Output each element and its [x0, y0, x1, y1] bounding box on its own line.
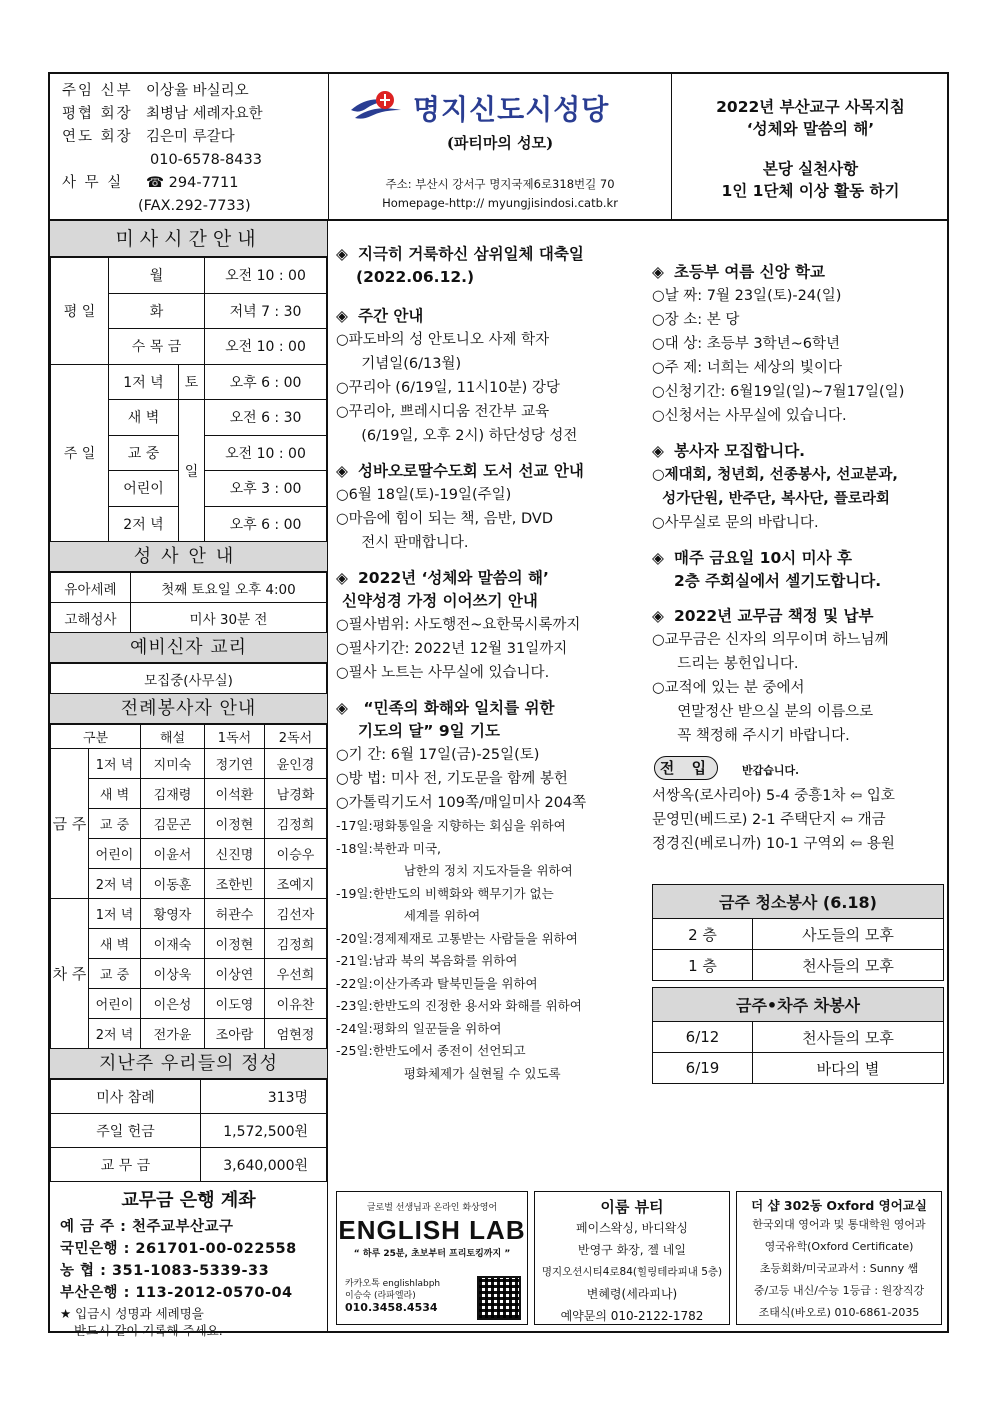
weekly-line: 기념일(6/13월)	[352, 356, 462, 372]
mass-schedule-table	[50, 257, 327, 542]
servers-header: 1독서	[205, 725, 265, 749]
book-line: ○6월 18일(토)-19일(주일)	[336, 487, 512, 503]
ad2-title: 이룸 뷰티	[600, 1198, 664, 1216]
servers-cell: 1저 녁	[89, 899, 141, 929]
tea-group: 바다의 별	[753, 1053, 944, 1084]
ad2-line: 예약문의 010-2122-1782	[560, 1309, 704, 1323]
cleaning-group: 천사들의 모후	[753, 950, 944, 981]
catechumen-title: 예비신자 교리	[50, 633, 327, 663]
header	[50, 74, 947, 221]
tea-title: 금주•차주 차봉사	[653, 988, 944, 1022]
bank-row: 농 협 : 351-1083-5339-33	[60, 1263, 270, 1279]
summer-school-title: 초등부 여름 신앙 학교	[674, 263, 825, 281]
beauty-ad	[534, 1191, 730, 1325]
cleaning-floor: 1 층	[653, 950, 753, 981]
bank-row: 예 금 주 : 천주교부산교구	[60, 1219, 234, 1235]
practice-title: 본당 실천사항	[762, 160, 859, 178]
ads-row	[330, 1187, 947, 1331]
diamond-bullet-icon: ◈	[336, 462, 348, 480]
mass-time: 저녁 7 : 30	[205, 293, 327, 329]
servers-cell: 허관수	[205, 899, 265, 929]
prayer-line: ○방 법: 미사 전, 기도문을 함께 봉헌	[336, 771, 568, 787]
summer-line: ○장 소: 본 당	[652, 312, 740, 328]
bible-line: ○필사기간: 2022년 12월 31일까지	[336, 641, 568, 657]
office-phone: ☎ 294-7711	[146, 175, 239, 191]
dues-line: 꼭 책정해 주시기 바랍니다.	[668, 728, 850, 744]
servers-cell: 이상연	[205, 959, 265, 989]
welcome-sub: 반갑습니다.	[742, 764, 799, 777]
ad1-phone: 010.3458.4534	[345, 1301, 438, 1314]
tea-date: 6/19	[653, 1053, 753, 1084]
cleaning-title: 금주 청소봉사 (6.18)	[653, 885, 944, 919]
mass-schedule-title: 미사시간안내	[50, 221, 327, 257]
servers-cell: 윤인경	[265, 749, 327, 779]
sunday-day-label: 일	[179, 400, 205, 542]
bank-note: 반드시 같이 기록해 주세요.	[74, 1323, 223, 1338]
book-line: 전시 판매합니다.	[352, 535, 469, 551]
bible-line: ○필사범위: 사도행전~요한묵시록까지	[336, 617, 581, 633]
ad1-kakao: 카카오톡 englishlabph	[345, 1279, 441, 1289]
dues-line: ○교무금은 신자의 의무이며 하느님께	[652, 632, 889, 648]
servers-cell: 전가윤	[141, 1019, 205, 1049]
dues-line: 드리는 봉헌입니다.	[668, 656, 799, 672]
servers-cell: 이석환	[205, 779, 265, 809]
servers-header: 해설	[141, 725, 205, 749]
mass-time: 오전 6 : 30	[205, 400, 327, 436]
servers-cell: 조한빈	[205, 869, 265, 899]
weekly-title: 주간 안내	[358, 307, 424, 325]
servers-cell: 이윤서	[141, 839, 205, 869]
offering-table	[50, 1079, 327, 1182]
offering-value: 3,640,000원	[201, 1148, 327, 1182]
ad2-line: 페이스왁싱, 바디왁싱	[576, 1221, 688, 1235]
prayer-day: -21일:남과 북의 복음화를 위하여	[336, 953, 518, 968]
servers-cell: 1저 녁	[89, 749, 141, 779]
servers-cell: 이유찬	[265, 989, 327, 1019]
feast-date: (2022.06.12.)	[356, 268, 475, 286]
offering-label: 교 무 금	[51, 1148, 201, 1182]
servers-cell: 김정희	[265, 929, 327, 959]
ad3-line: 조태식(바오로) 010-6861-2035	[758, 1306, 920, 1319]
servers-cell: 어린이	[89, 839, 141, 869]
welcome-line: 문영민(베드로) 2-1 주택단지 ⇦ 개금	[652, 812, 886, 828]
servers-cell: 신진명	[205, 839, 265, 869]
bible-line: ○필사 노트는 사무실에 있습니다.	[336, 665, 550, 681]
sacrament-table	[50, 572, 327, 633]
prayer-title: “민족의 화해와 일치를 위한	[358, 699, 555, 717]
church-logo-icon	[349, 88, 409, 128]
tea-table	[652, 987, 944, 1084]
sacrament-value: 첫째 토요일 오후 4:00	[131, 573, 327, 603]
prayer-day: 세계를 위하여	[376, 908, 481, 923]
bulletin-page	[48, 72, 949, 1338]
sacrament-label: 고해성사	[51, 603, 131, 633]
servers-cell: 교 중	[89, 959, 141, 989]
servers-table	[50, 724, 327, 1049]
welcome-banner	[652, 756, 947, 784]
servers-cell: 조아람	[205, 1019, 265, 1049]
staff-label: 주임 신부	[62, 83, 133, 99]
diamond-bullet-icon: ◈	[652, 263, 664, 281]
servers-cell: 정기연	[205, 749, 265, 779]
saturday-label: 토	[179, 364, 205, 400]
summer-line: ○신청기간: 6월19일(일)~7월17일(일)	[652, 384, 905, 400]
servers-cell: 김정희	[265, 809, 327, 839]
servers-cell: 김문곤	[141, 809, 205, 839]
servers-cell: 이도영	[205, 989, 265, 1019]
left-column	[50, 221, 328, 1338]
servers-header: 구분	[51, 725, 141, 749]
office-label: 사 무 실	[62, 175, 124, 191]
servers-cell: 지미숙	[141, 749, 205, 779]
ad3-line: 영국유학(Oxford Certificate)	[764, 1240, 914, 1253]
dues-line: 연말정산 받으실 분의 이름으로	[668, 704, 874, 720]
offering-label: 주일 헌금	[51, 1114, 201, 1148]
weekday-label: 평 일	[51, 258, 109, 365]
servers-cell: 우선희	[265, 959, 327, 989]
servers-cell: 김재령	[141, 779, 205, 809]
guideline-title: 2022년 부산교구 사목지침	[716, 98, 905, 116]
diamond-bullet-icon: ◈	[336, 569, 348, 587]
servers-cell: 황영자	[141, 899, 205, 929]
servers-title: 전례봉사자 안내	[50, 694, 327, 724]
weekly-line: ○파도바의 성 안토니오 사제 학자	[336, 332, 550, 348]
dues-line: ○교적에 있는 분 중에서	[652, 680, 805, 696]
ad1-top: 글로벌 선생님과 온라인 화상영어	[366, 1203, 498, 1213]
mass-time: 오전 10 : 00	[205, 435, 327, 471]
weekly-line: ○꾸리아 (6/19일, 11시10분) 강당	[336, 380, 560, 396]
summer-line: ○주 제: 너희는 세상의 빛이다	[652, 360, 843, 376]
pastoral-guideline	[674, 74, 947, 219]
staff-value: 이상율 바실리오	[146, 83, 249, 99]
bank-title: 교무금 은행 계좌	[121, 1190, 256, 1211]
prayer-day: -23일:한반도의 진정한 용서와 화해를 위하여	[336, 998, 582, 1013]
servers-cell: 조예지	[265, 869, 327, 899]
mass-time: 오후 6 : 00	[205, 506, 327, 542]
practice-text: 1인 1단체 이상 활동 하기	[721, 182, 900, 200]
summer-line: ○대 상: 초등부 3학년~6학년	[652, 336, 841, 352]
feast-title: 지극히 거룩하신 삼위일체 대축일	[358, 245, 584, 263]
volunteer-line: 성가단원, 반주단, 복사단, 플로라회	[652, 491, 890, 507]
sunday-label: 주 일	[51, 364, 109, 542]
weekly-line: ○꾸리아, 쁘레시디움 전간부 교육	[336, 404, 550, 420]
next-week-label: 차 주	[51, 899, 89, 1049]
servers-cell: 새 벽	[89, 929, 141, 959]
servers-cell: 김선자	[265, 899, 327, 929]
ad2-line: 변혜령(세라피나)	[586, 1287, 678, 1301]
staff-label: 평협 회장	[62, 106, 133, 122]
mass-day: 수 목 금	[109, 329, 205, 365]
volunteer-title: 봉사자 모집합니다.	[674, 442, 806, 460]
staff-value: 최병남 세례자요한	[146, 106, 263, 122]
staff-phone: 010-6578-8433	[150, 152, 262, 168]
mass-name: 어린이	[109, 471, 179, 507]
diamond-bullet-icon: ◈	[652, 607, 664, 625]
book-mission-title: 성바오로딸수도회 도서 선교 안내	[358, 462, 584, 480]
welcome-line: 정경진(베로니까) 10-1 구역외 ⇦ 용원	[652, 836, 895, 852]
servers-cell: 이재숙	[141, 929, 205, 959]
church-address: 주소: 부산시 강서구 명지국제6로318번길 70	[385, 177, 615, 191]
bank-row: 국민은행 : 261701-00-022558	[60, 1241, 297, 1257]
diamond-bullet-icon: ◈	[336, 699, 348, 717]
prayer-day: -17일:평화통일을 지향하는 회심을 위하여	[336, 818, 566, 833]
welcome-label: 전 입	[654, 756, 718, 780]
servers-cell: 이상욱	[141, 959, 205, 989]
summer-line: ○날 짜: 7월 23일(토)-24(일)	[652, 288, 842, 304]
welcome-line: 서쌍옥(로사리아) 5-4 중흥1차 ⇦ 입호	[652, 788, 895, 804]
diamond-bullet-icon: ◈	[336, 245, 348, 263]
this-week-label: 금 주	[51, 749, 89, 899]
cell-prayer-subtitle: 2층 주회실에서 셀기도합니다.	[674, 572, 882, 590]
offering-label: 미사 참례	[51, 1080, 201, 1114]
cleaning-group: 사도들의 모후	[753, 919, 944, 950]
staff-value: 김은미 루갈다	[146, 129, 235, 145]
offering-title: 지난주 우리들의 정성	[50, 1049, 327, 1079]
english-lab-ad	[336, 1191, 528, 1325]
bank-row: 부산은행 : 113-2012-0570-04	[60, 1285, 293, 1301]
staff-label: 연도 회장	[62, 129, 133, 145]
patron-name: (파티마의 성모)	[446, 134, 554, 152]
catechumen-value: 모집중(사무실)	[51, 664, 327, 694]
servers-cell: 남경화	[265, 779, 327, 809]
summer-line: ○신청서는 사무실에 있습니다.	[652, 408, 847, 424]
tea-group: 천사들의 모후	[753, 1022, 944, 1053]
homepage-link[interactable]: Homepage-http:// myungjisindosi.catb.kr	[382, 196, 618, 210]
ad3-line: 초등회화/미국교과서 : Sunny 쌤	[759, 1262, 919, 1275]
dues-title: 2022년 교무금 책정 및 납부	[674, 607, 874, 625]
servers-cell: 새 벽	[89, 779, 141, 809]
prayer-day: -25일:한반도에서 종전이 선언되고	[336, 1043, 526, 1058]
office-fax: (FAX.292-7733)	[138, 198, 251, 214]
sacrament-label: 유아세례	[51, 573, 131, 603]
prayer-day: 평화체제가 실현될 수 있도록	[376, 1065, 561, 1081]
servers-header: 2독서	[265, 725, 327, 749]
servers-cell: 2저 녁	[89, 869, 141, 899]
mass-time: 오후 3 : 00	[205, 471, 327, 507]
right-column	[650, 221, 947, 1331]
servers-cell: 이은성	[141, 989, 205, 1019]
staff-info	[62, 80, 263, 218]
sacrament-title: 성사안내	[50, 542, 327, 572]
ad2-line: 명지오션시티4로84(힐링테라피내 5층)	[541, 1266, 723, 1278]
prayer-day: -22일:이산가족과 탈북민들을 위하여	[336, 975, 538, 991]
guideline-theme: ‘성체와 말씀의 해’	[746, 120, 875, 138]
tea-date: 6/12	[653, 1022, 753, 1053]
servers-cell: 이동훈	[141, 869, 205, 899]
book-line: ○마음에 힘이 되는 책, 음반, DVD	[336, 511, 553, 527]
qr-code-icon	[477, 1276, 521, 1320]
church-banner	[328, 74, 672, 219]
catechumen-table	[50, 663, 327, 694]
mass-day: 화	[109, 293, 205, 329]
cell-prayer-title: 매주 금요일 10시 미사 후	[674, 549, 852, 567]
diamond-bullet-icon: ◈	[336, 307, 348, 325]
mass-time: 오후 6 : 00	[205, 364, 327, 400]
ad3-line: 한국외대 영어과 및 통대학원 영어과	[752, 1218, 926, 1231]
servers-cell: 이정현	[205, 929, 265, 959]
servers-cell: 이승우	[265, 839, 327, 869]
prayer-line: ○가톨릭기도서 109쪽/매일미사 204쪽	[336, 795, 587, 811]
mass-name: 1저 녁	[109, 364, 179, 400]
servers-cell: 교 중	[89, 809, 141, 839]
mass-time: 오전 10 : 00	[205, 329, 327, 365]
ad1-quote: “ 하루 25분, 초보부터 프리토킹까지 ”	[353, 1249, 511, 1259]
ad1-name: 이승숙 (라파엘라)	[345, 1291, 416, 1301]
volunteer-line: ○사무실로 문의 바랍니다.	[652, 515, 819, 531]
servers-cell: 어린이	[89, 989, 141, 1019]
volunteer-line: ○제대회, 청년회, 선종봉사, 선교분과,	[652, 467, 898, 483]
prayer-line: ○기 간: 6월 17일(금)-25일(토)	[336, 747, 540, 763]
bible-subtitle: 신약성경 가정 이어쓰기 안내	[342, 592, 538, 610]
cleaning-floor: 2 층	[653, 919, 753, 950]
oxford-ad	[736, 1191, 942, 1325]
mass-name: 교 중	[109, 435, 179, 471]
bank-note: ★ 입금시 성명과 세례명을	[60, 1306, 204, 1321]
servers-cell: 2저 녁	[89, 1019, 141, 1049]
offering-value: 313명	[201, 1080, 327, 1114]
prayer-day: -20일:경제제재로 고통받는 사람들을 위하여	[336, 930, 578, 946]
prayer-day: -19일:한반도의 비핵화와 핵무기가 없는	[336, 885, 554, 901]
prayer-day: 남한의 정치 지도자들을 위하여	[376, 863, 573, 878]
offering-value: 1,572,500원	[201, 1114, 327, 1148]
prayer-day: -24일:평화의 일꾼들을 위하여	[336, 1020, 502, 1036]
ad2-line: 반영구 화장, 젤 네일	[578, 1243, 686, 1257]
prayer-subtitle: 기도의 달” 9일 기도	[358, 722, 500, 740]
bank-accounts	[50, 1182, 327, 1342]
bible-title: 2022년 ‘성체와 말씀의 해’	[358, 569, 549, 587]
ad3-line: 중/고등 내신/수능 1등급 : 원장직강	[753, 1284, 925, 1297]
middle-column	[330, 221, 650, 1331]
mass-name: 2저 녁	[109, 506, 179, 542]
ad3-title: 더 샵 302동 Oxford 영어교실	[751, 1198, 927, 1213]
servers-cell: 이정현	[205, 809, 265, 839]
weekly-line: (6/19일, 오후 2시) 하단성당 성전	[352, 428, 578, 444]
diamond-bullet-icon: ◈	[652, 549, 664, 567]
cleaning-table	[652, 884, 944, 981]
ad1-logo: ENGLISH LAB	[338, 1215, 526, 1245]
servers-cell: 엄현정	[265, 1019, 327, 1049]
prayer-day: -18일:북한과 미국,	[336, 840, 442, 856]
mass-time: 오전 10 : 00	[205, 258, 327, 294]
sacrament-value: 미사 30분 전	[131, 603, 327, 633]
mass-day: 월	[109, 258, 205, 294]
church-name: 명지신도시성당	[413, 94, 610, 125]
diamond-bullet-icon: ◈	[652, 442, 664, 460]
mass-name: 새 벽	[109, 400, 179, 436]
